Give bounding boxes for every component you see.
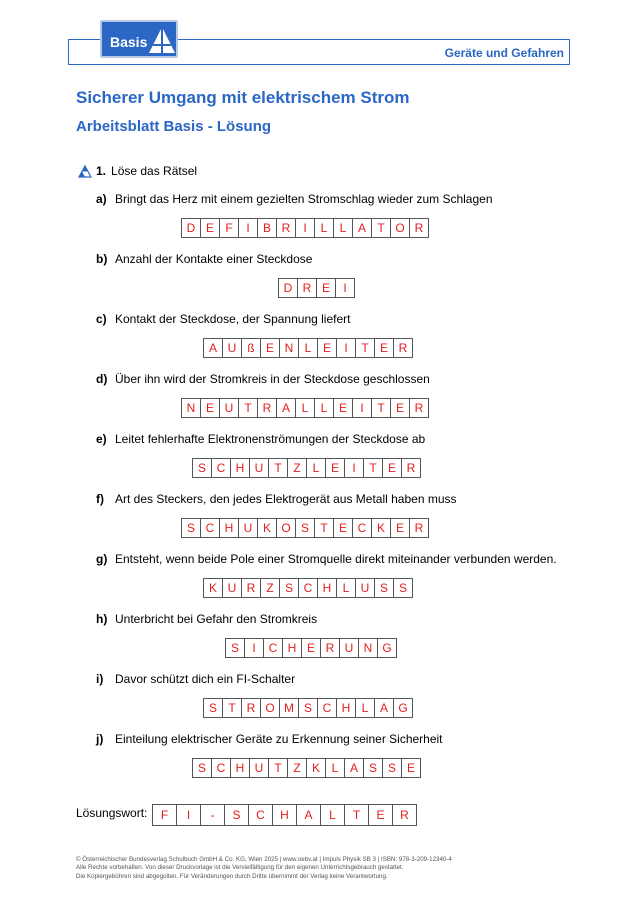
answer-cell[interactable]: L	[306, 458, 326, 478]
question-text	[96, 492, 457, 506]
answer-cell[interactable]: Z	[260, 578, 280, 598]
solution-answer-row	[152, 804, 417, 826]
answer-cell[interactable]: S	[298, 698, 318, 718]
answer-cell[interactable]: U	[339, 638, 359, 658]
answer-cell[interactable]: C	[298, 578, 318, 598]
task-heading	[78, 164, 197, 178]
answer-row	[181, 218, 429, 238]
answer-cell[interactable]: Z	[287, 458, 307, 478]
answer-cell[interactable]: I	[335, 278, 355, 298]
answer-cell[interactable]: R	[241, 698, 261, 718]
footer-line: © Österreichischer Bundesverlag Schulbuch GmbH & Co. KG, Wien 2025 | www.oebv.at | Impuls Physik SB 3 | ISBN: 978-3-209-12340-4	[76, 856, 452, 863]
answer-cell[interactable]: U	[238, 518, 258, 538]
question-label: Einteilung elektrischer Geräte zu Erkennung seiner Sicherheit	[115, 732, 443, 746]
answer-cell[interactable]: S	[192, 458, 212, 478]
answer-cell[interactable]: K	[371, 518, 391, 538]
solution-cell[interactable]: T	[344, 804, 369, 826]
basis-logo	[100, 20, 178, 58]
answer-cell[interactable]: C	[317, 698, 337, 718]
topic-label: Geräte und Gefahren	[444, 46, 564, 60]
answer-cell[interactable]: U	[249, 758, 269, 778]
answer-cell[interactable]: A	[352, 218, 372, 238]
answer-cell[interactable]: K	[306, 758, 326, 778]
answer-cell[interactable]: M	[279, 698, 299, 718]
question-label: Unterbricht bei Gefahr den Stromkreis	[115, 612, 318, 626]
answer-cell[interactable]: U	[219, 398, 239, 418]
answer-row	[181, 398, 429, 418]
answer-cell[interactable]: F	[219, 218, 239, 238]
answer-cell[interactable]: O	[276, 518, 296, 538]
answer-cell[interactable]: K	[257, 518, 277, 538]
question-label: Leitet fehlerhafte Elektronenströmungen der Steckdose ab	[115, 432, 426, 446]
solution-cell[interactable]: C	[248, 804, 273, 826]
answer-cell[interactable]: E	[260, 338, 280, 358]
question-text	[96, 372, 430, 386]
answer-cell[interactable]: U	[222, 338, 242, 358]
answer-cell[interactable]: S	[382, 758, 402, 778]
answer-cell[interactable]: L	[336, 578, 356, 598]
answer-cell[interactable]: E	[333, 518, 353, 538]
answer-cell[interactable]: T	[268, 758, 288, 778]
question-text	[96, 312, 350, 326]
answer-cell[interactable]: E	[317, 338, 337, 358]
answer-cell[interactable]: R	[276, 218, 296, 238]
question-text	[96, 192, 493, 206]
answer-cell[interactable]: E	[200, 218, 220, 238]
question-letter: g)	[96, 552, 108, 566]
answer-cell[interactable]: O	[260, 698, 280, 718]
answer-row	[181, 518, 429, 538]
answer-cell[interactable]: T	[371, 398, 391, 418]
answer-cell[interactable]: R	[393, 338, 413, 358]
answer-cell[interactable]: S	[181, 518, 201, 538]
answer-cell[interactable]: C	[352, 518, 372, 538]
question-letter: a)	[96, 192, 107, 206]
answer-row	[225, 638, 397, 658]
answer-cell[interactable]: L	[314, 398, 334, 418]
answer-cell[interactable]: N	[181, 398, 201, 418]
answer-cell[interactable]: N	[279, 338, 299, 358]
answer-cell[interactable]: T	[268, 458, 288, 478]
answer-cell[interactable]: R	[401, 458, 421, 478]
answer-cell[interactable]: Z	[287, 758, 307, 778]
solution-cell[interactable]: E	[368, 804, 393, 826]
answer-row	[203, 578, 413, 598]
answer-cell[interactable]: R	[409, 398, 429, 418]
answer-cell[interactable]: I	[352, 398, 372, 418]
answer-cell[interactable]: R	[241, 578, 261, 598]
question-letter: j)	[96, 732, 104, 746]
solution-cell[interactable]: L	[320, 804, 345, 826]
answer-cell[interactable]: H	[230, 458, 250, 478]
answer-cell[interactable]: S	[279, 578, 299, 598]
answer-cell[interactable]: I	[244, 638, 264, 658]
answer-cell[interactable]: H	[230, 758, 250, 778]
answer-row	[203, 338, 413, 358]
question-label: Kontakt der Steckdose, der Spannung liefert	[115, 312, 351, 326]
answer-cell[interactable]: A	[203, 338, 223, 358]
answer-cell[interactable]: T	[363, 458, 383, 478]
answer-cell[interactable]: S	[363, 758, 383, 778]
answer-cell[interactable]: H	[317, 578, 337, 598]
answer-row	[278, 278, 355, 298]
answer-cell[interactable]: O	[390, 218, 410, 238]
answer-cell[interactable]: C	[211, 758, 231, 778]
answer-cell[interactable]: L	[295, 398, 315, 418]
answer-cell[interactable]: H	[219, 518, 239, 538]
answer-cell[interactable]: S	[295, 518, 315, 538]
question-label: Über ihn wird der Stromkreis in der Steckdose geschlossen	[115, 372, 430, 386]
answer-cell[interactable]: E	[333, 398, 353, 418]
answer-cell[interactable]: C	[263, 638, 283, 658]
question-letter: b)	[96, 252, 108, 266]
answer-cell[interactable]: U	[249, 458, 269, 478]
question-letter: d)	[96, 372, 108, 386]
answer-cell[interactable]: E	[200, 398, 220, 418]
question-letter: i)	[96, 672, 104, 686]
answer-cell[interactable]: E	[316, 278, 336, 298]
answer-cell[interactable]: C	[211, 458, 231, 478]
answer-row	[192, 458, 421, 478]
answer-cell[interactable]: A	[276, 398, 296, 418]
answer-cell[interactable]: I	[238, 218, 258, 238]
solution-cell[interactable]: R	[392, 804, 417, 826]
answer-cell[interactable]: N	[358, 638, 378, 658]
question-letter: h)	[96, 612, 108, 626]
answer-cell[interactable]: U	[222, 578, 242, 598]
question-text	[96, 612, 317, 626]
answer-cell[interactable]: S	[393, 578, 413, 598]
answer-cell[interactable]: G	[377, 638, 397, 658]
answer-cell[interactable]: ß	[241, 338, 261, 358]
answer-cell[interactable]: T	[238, 398, 258, 418]
answer-cell[interactable]: B	[257, 218, 277, 238]
answer-cell[interactable]: I	[344, 458, 364, 478]
answer-cell[interactable]: A	[374, 698, 394, 718]
solution-label: Lösungswort:	[76, 806, 148, 820]
answer-cell[interactable]: H	[336, 698, 356, 718]
question-text	[96, 552, 557, 566]
answer-cell[interactable]: H	[282, 638, 302, 658]
answer-cell[interactable]: E	[390, 518, 410, 538]
solution-cell[interactable]: -	[200, 804, 225, 826]
question-text	[96, 252, 312, 266]
question-text	[96, 732, 443, 746]
footer-line: Alle Rechte vorbehalten. Von dieser Druckvorlage ist die Vervielfältigung für den eigenen Unterrichtsgebrauch gestattet.	[76, 864, 404, 872]
triangle-logo-icon	[148, 25, 176, 55]
solution-cell[interactable]: I	[176, 804, 201, 826]
solution-cell[interactable]: S	[224, 804, 249, 826]
question-label: Anzahl der Kontakte einer Steckdose	[115, 252, 313, 266]
answer-cell[interactable]: S	[374, 578, 394, 598]
question-text	[96, 672, 295, 686]
question-label: Art des Steckers, den jedes Elektrogerät aus Metall haben muss	[115, 492, 457, 506]
answer-cell[interactable]: D	[181, 218, 201, 238]
question-letter: e)	[96, 432, 107, 446]
answer-cell[interactable]: L	[298, 338, 318, 358]
answer-cell[interactable]: A	[344, 758, 364, 778]
answer-cell[interactable]: E	[382, 458, 402, 478]
question-label: Entsteht, wenn beide Pole einer Stromquelle direkt miteinander verbunden werden.	[115, 552, 557, 566]
answer-cell[interactable]: T	[371, 218, 391, 238]
answer-cell[interactable]: R	[257, 398, 277, 418]
answer-cell[interactable]: S	[225, 638, 245, 658]
answer-cell[interactable]: L	[325, 758, 345, 778]
answer-cell[interactable]: E	[325, 458, 345, 478]
answer-cell[interactable]: C	[200, 518, 220, 538]
question-letter: f)	[96, 492, 104, 506]
answer-cell[interactable]: S	[203, 698, 223, 718]
answer-cell[interactable]: G	[393, 698, 413, 718]
answer-cell[interactable]: D	[278, 278, 298, 298]
question-label: Davor schützt dich ein FI-Schalter	[115, 672, 296, 686]
logo-text: Basis	[110, 34, 148, 50]
footer	[76, 856, 576, 881]
footer-line: Die Kopiergebühren sind abgegolten. Für Veränderungen durch Dritte übernimmt der Verlag keine Verantwortung.	[76, 872, 388, 880]
answer-cell[interactable]: R	[409, 518, 429, 538]
answer-cell[interactable]: I	[336, 338, 356, 358]
solution-cell[interactable]: A	[296, 804, 321, 826]
task-label: Löse das Rätsel	[111, 164, 198, 178]
question-label: Bringt das Herz mit einem gezielten Stromschlag wieder zum Schlagen	[115, 192, 493, 206]
answer-cell[interactable]: E	[401, 758, 421, 778]
page-title: Sicherer Umgang mit elektrischem Strom	[76, 88, 410, 107]
answer-cell[interactable]: T	[355, 338, 375, 358]
answer-cell[interactable]: L	[333, 218, 353, 238]
answer-cell[interactable]: R	[320, 638, 340, 658]
answer-cell[interactable]: E	[390, 398, 410, 418]
answer-cell[interactable]: R	[297, 278, 317, 298]
answer-cell[interactable]: E	[301, 638, 321, 658]
answer-cell[interactable]: R	[409, 218, 429, 238]
solution-cell[interactable]: F	[152, 804, 177, 826]
answer-cell[interactable]: T	[222, 698, 242, 718]
question-text	[96, 432, 425, 446]
answer-cell[interactable]: T	[314, 518, 334, 538]
answer-row	[203, 698, 413, 718]
page-subtitle: Arbeitsblatt Basis - Lösung	[76, 118, 272, 135]
question-letter: c)	[96, 312, 107, 326]
answer-cell[interactable]: I	[295, 218, 315, 238]
solution-cell[interactable]: H	[272, 804, 297, 826]
answer-cell[interactable]: U	[355, 578, 375, 598]
answer-row	[192, 758, 421, 778]
answer-cell[interactable]: S	[192, 758, 212, 778]
level-triangle-icon	[78, 165, 92, 178]
task-number: 1.	[96, 164, 107, 178]
answer-cell[interactable]: L	[314, 218, 334, 238]
answer-cell[interactable]: K	[203, 578, 223, 598]
answer-cell[interactable]: L	[355, 698, 375, 718]
answer-cell[interactable]: E	[374, 338, 394, 358]
